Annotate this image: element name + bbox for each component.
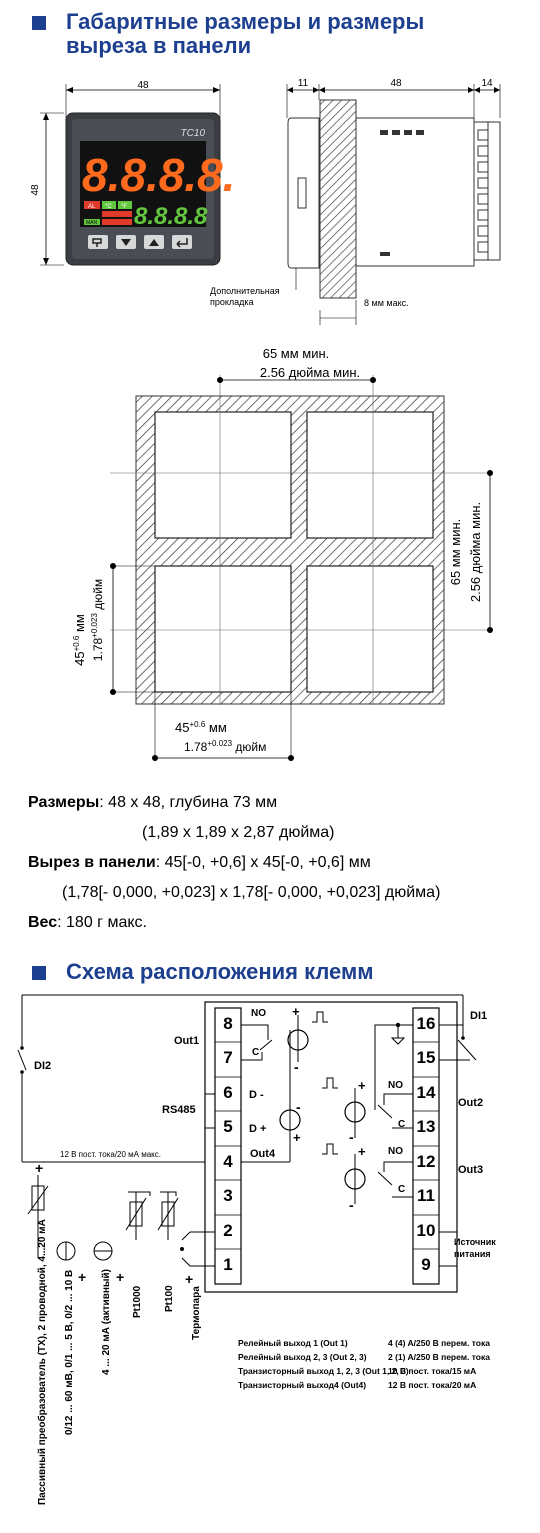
svg-text:-: -	[294, 1059, 299, 1075]
out2-label: Out2	[458, 1097, 484, 1109]
side-dim-left: 11	[297, 78, 309, 89]
title-line-2: выреза в панели	[66, 33, 252, 58]
terminal-5: 5	[223, 1117, 233, 1136]
svg-text:-: -	[349, 1197, 354, 1213]
legend-name-1: Релейный выход 1 (Out 1)	[238, 1338, 348, 1348]
supply-12v-label: 12 В пост. тока/20 мА макс.	[60, 1150, 161, 1159]
terminal-1: 1	[223, 1255, 233, 1274]
dimension-drawing	[0, 0, 540, 330]
svg-text:45+0.6 мм: $45^{+0.6}$ мм	[72, 614, 87, 666]
out3-no-label: NO	[388, 1146, 403, 1157]
spec-dimensions-inch: (1,89 x 1,89 x 2,87 дюйма)	[142, 824, 335, 841]
terminal-3: 3	[223, 1186, 233, 1205]
spec-dimensions	[28, 793, 277, 813]
out4-label: Out4	[250, 1148, 276, 1160]
svg-text:+: +	[292, 1004, 300, 1019]
section-title-terminals: Схема расположения клемм	[66, 959, 374, 984]
sub-display: 8.8.8.8	[134, 203, 208, 230]
rs485-label: RS485	[162, 1104, 196, 1116]
spec-weight	[28, 913, 147, 933]
power-label-2: питания	[454, 1249, 491, 1259]
indicator-f: °F	[121, 204, 128, 210]
front-width-label: 48	[137, 80, 149, 91]
legend-name-4: Транзисторный выход4 (Out4)	[238, 1380, 367, 1390]
svg-text:+: +	[35, 1160, 44, 1176]
power-label-1: Источник	[454, 1237, 496, 1247]
spec-cutout-value: : 45[-0, +0,6] x 45[-0, +0,6] мм	[155, 854, 371, 871]
terminal-2: 2	[223, 1221, 233, 1240]
controller-front	[66, 113, 235, 265]
cutout-bottom-mm: $45^{+0.6}$ мм	[175, 720, 227, 735]
terminal-8: 8	[223, 1014, 233, 1033]
wiring-diagram	[0, 990, 540, 1530]
terminal-7: 7	[223, 1048, 233, 1067]
section-bullet-icon	[32, 966, 46, 980]
cutout-left-mm	[72, 614, 87, 666]
terminal-10: 10	[416, 1221, 436, 1240]
svg-text:+: +	[185, 1271, 194, 1287]
d-plus-label: D +	[249, 1123, 267, 1135]
terminal-16: 16	[416, 1014, 436, 1033]
out3-label: Out3	[458, 1164, 484, 1176]
spec-weight-value: : 180 г макс.	[57, 914, 147, 931]
spec-cutout-label: Вырез в панели	[28, 854, 156, 871]
svg-text:+: +	[358, 1144, 366, 1159]
cutout-bottom-in: $1.78^{+0.023}$ дюйм	[184, 739, 267, 754]
terminal-6: 6	[223, 1083, 233, 1102]
di1-label: DI1	[470, 1010, 488, 1022]
sensor-tc-label: Термопара	[191, 1286, 202, 1340]
legend-value-4: 12 В пост. тока/20 мА	[388, 1380, 477, 1390]
controller-side	[288, 100, 500, 298]
side-dim-right: 14	[481, 78, 493, 89]
indicator-man: MAN	[86, 220, 98, 226]
output-legend	[238, 1338, 490, 1390]
out1-label: Out1	[174, 1035, 200, 1047]
cutout-right-mm: 65 мм мин.	[448, 518, 463, 586]
legend-name-3: Транзисторный выход 1, 2, 3 (Out 1, 2, 3)	[238, 1366, 409, 1376]
cutout-left-in	[90, 579, 105, 661]
svg-text:-: -	[349, 1129, 354, 1145]
legend-value-2: 2 (1) A/250 В перем. тока	[388, 1352, 490, 1362]
out2-no-label: NO	[388, 1080, 403, 1091]
svg-text:+: +	[358, 1078, 366, 1093]
legend-name-2: Релейный выход 2, 3 (Out 2, 3)	[238, 1352, 367, 1362]
cutout-top-in: 2.56 дюйма мин.	[259, 365, 361, 380]
sensor-v-label: 0/12 ... 60 мВ, 0/1 ... 5 В, 0/2 ... 10 В	[64, 1269, 75, 1435]
out1-no-label: NO	[251, 1008, 266, 1019]
gasket-label-1: Дополнительная	[210, 286, 280, 296]
sensor-ma-label: 4 ... 20 мА (активный)	[101, 1269, 112, 1375]
svg-text:-: -	[296, 1099, 301, 1115]
svg-text:+: +	[116, 1269, 125, 1285]
spec-weight-label: Вес	[28, 914, 58, 931]
svg-text:1.78+0.023 дюйм: $1.78^{+0.023}$ дюйм	[90, 578, 105, 662]
main-display: 8.8.8.8.	[82, 149, 236, 201]
indicator-c: °C	[105, 204, 112, 210]
terminal-12: 12	[416, 1152, 436, 1171]
cutout-drawing	[0, 340, 540, 780]
terminal-13: 13	[416, 1117, 436, 1136]
cutout-right-in: 2.56 дюйма мин.	[468, 501, 483, 603]
spec-cutout-inch: (1,78[- 0,000, +0,023] x 1,78[- 0,000, +0,023] дюйма)	[62, 884, 441, 901]
cutout-top-mm: 65 мм мин.	[262, 346, 330, 361]
out2-c-label: C	[398, 1119, 406, 1130]
model-label: TC10	[180, 128, 205, 139]
indicator-al: AL	[88, 204, 96, 210]
terminal-15: 15	[416, 1048, 436, 1067]
legend-value-3: 10 В пост. тока/15 мА	[388, 1366, 477, 1376]
sensor-pt100-label: Pt100	[164, 1285, 175, 1312]
terminal-11: 11	[417, 1186, 435, 1205]
svg-text:+: +	[78, 1269, 87, 1285]
spec-cutout	[28, 853, 371, 873]
terminal-9: 9	[421, 1255, 431, 1274]
sensor-pt1000-label: Pt1000	[132, 1285, 143, 1318]
gasket-label-2: прокладка	[210, 297, 254, 307]
panel-thickness-label: 8 мм макс.	[364, 298, 409, 308]
out3-c-label: C	[398, 1184, 406, 1195]
terminal-14: 14	[416, 1083, 436, 1102]
front-height-label: 48	[30, 184, 41, 196]
title-line-1: Габаритные размеры и размеры	[66, 9, 425, 34]
side-dim-mid: 48	[390, 78, 402, 89]
terminal-4: 4	[223, 1152, 233, 1171]
out1-c-label: C	[252, 1047, 260, 1058]
spec-dimensions-label: Размеры	[28, 794, 100, 811]
legend-value-1: 4 (4) A/250 В перем. тока	[388, 1338, 490, 1348]
spec-dimensions-value: : 48 x 48, глубина 73 мм	[99, 794, 278, 811]
svg-text:+: +	[293, 1130, 301, 1145]
sensor-tx-label: Пассивный преобразователь (TX), 2 проводной, 4...20 мА	[37, 1219, 48, 1505]
d-minus-label: D -	[249, 1089, 264, 1101]
di2-label: DI2	[34, 1060, 52, 1072]
